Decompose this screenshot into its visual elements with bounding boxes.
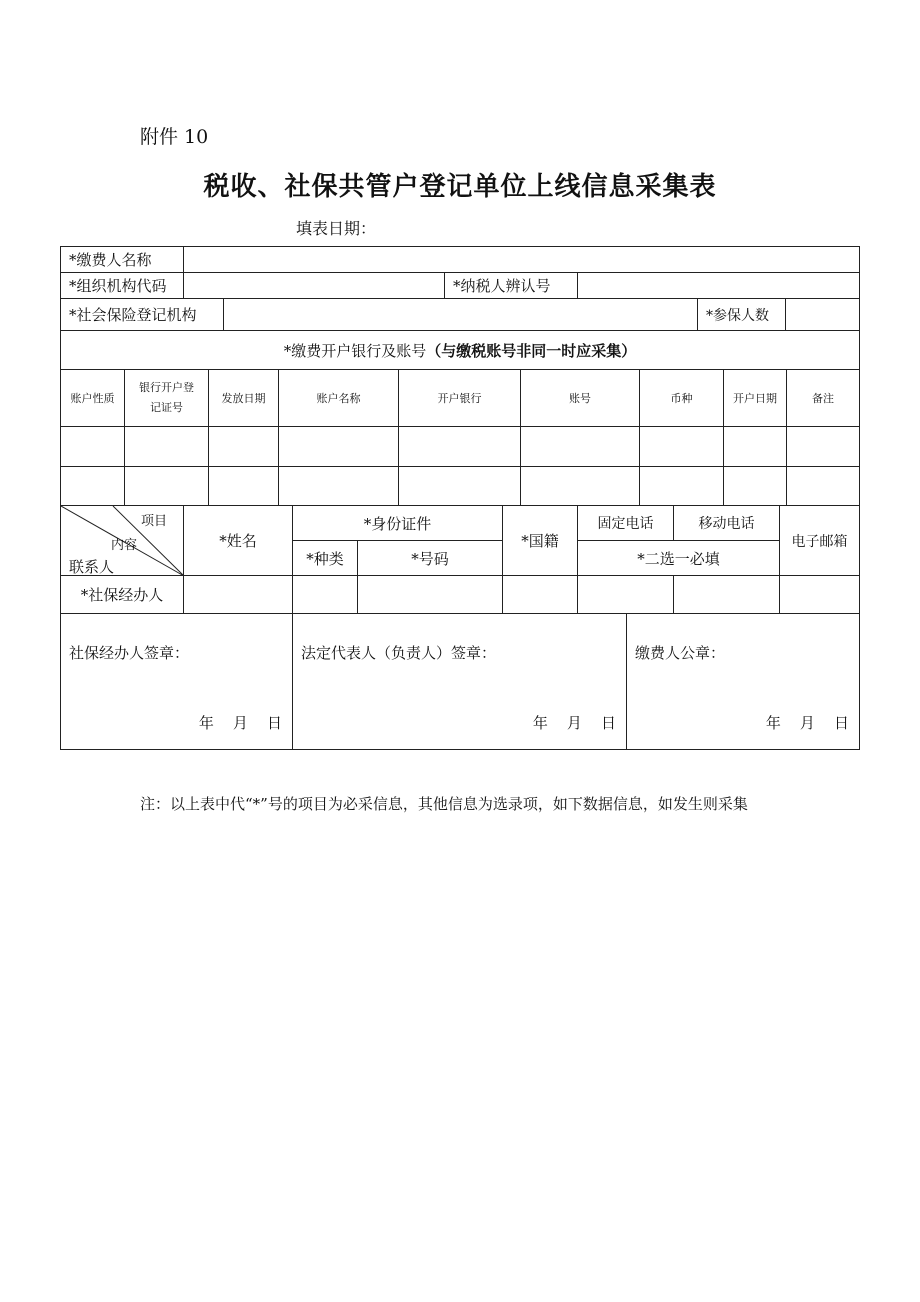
diag-content-label: 内容 [111, 538, 138, 553]
bank-row2-cell[interactable] [639, 466, 724, 506]
si-agency-label: *社会保险登记机构 [60, 298, 224, 331]
col-issue-date: 发放日期 [208, 369, 279, 427]
org-code-label: *组织机构代码 [60, 272, 184, 299]
either-one-required: *二选一必填 [577, 540, 780, 576]
bank-row1-cell[interactable] [639, 426, 724, 467]
handler-signature-date: 年 月 日 [198, 714, 282, 732]
bank-row2-cell[interactable] [60, 466, 125, 506]
bank-row2-cell[interactable] [520, 466, 640, 506]
bank-row1-cell[interactable] [278, 426, 399, 467]
col-open-date: 开户日期 [723, 369, 787, 427]
si-handler-id-type-field[interactable] [292, 575, 358, 614]
col-bank: 开户银行 [398, 369, 521, 427]
payer-name-field[interactable] [183, 246, 860, 273]
col-bank-reg-no: 银行开户登记证号 [124, 369, 209, 427]
bank-section-title-note: （与缴税账号非同一时应采集） [426, 341, 637, 360]
insured-count-field[interactable] [785, 298, 860, 331]
si-handler-landline-field[interactable] [577, 575, 674, 614]
bank-row1-cell[interactable] [723, 426, 787, 467]
fill-date-label: 填表日期： [296, 219, 377, 238]
si-handler-nationality-field[interactable] [502, 575, 578, 614]
diag-item-label: 项目 [141, 514, 168, 529]
bank-row1-cell[interactable] [124, 426, 209, 467]
legal-rep-signature-label: 法定代表人（负责人）签章： [301, 644, 497, 662]
id-number-header: *号码 [357, 540, 503, 576]
si-handler-mobile-field[interactable] [673, 575, 780, 614]
bank-row1-cell[interactable] [398, 426, 521, 467]
payer-seal-box[interactable] [626, 613, 860, 750]
bank-section-title [60, 330, 860, 370]
bank-row2-cell[interactable] [208, 466, 279, 506]
si-handler-id-number-field[interactable] [357, 575, 503, 614]
contact-diagonal-header [60, 505, 184, 576]
col-remarks: 备注 [786, 369, 860, 427]
taxpayer-id-label: *纳税人辨认号 [444, 272, 578, 299]
bank-section-title-main: *缴费开户银行及账号 [283, 341, 427, 360]
nationality-header: *国籍 [502, 505, 578, 576]
bank-row2-cell[interactable] [278, 466, 399, 506]
col-account-type: 账户性质 [60, 369, 125, 427]
si-handler-label: *社保经办人 [60, 575, 184, 614]
attachment-number: 附件 10 [140, 126, 209, 148]
bank-row1-cell[interactable] [520, 426, 640, 467]
legal-rep-signature-box[interactable] [292, 613, 627, 750]
id-doc-header: *身份证件 [292, 505, 503, 541]
email-header: 电子邮箱 [779, 505, 860, 576]
diag-contact-label: 联系人 [69, 558, 115, 576]
footnote: 注：以上表中代“*”号的项目为必采信息，其他信息为选录项，如下数据信息，如发生则采集 [140, 795, 748, 813]
bank-row1-cell[interactable] [208, 426, 279, 467]
form-title: 税收、社保共管户登记单位上线信息采集表 [203, 172, 717, 202]
bank-row1-cell[interactable] [786, 426, 860, 467]
mobile-header: 移动电话 [673, 505, 780, 541]
handler-signature-label: 社保经办人签章： [69, 644, 190, 662]
insured-count-label: *参保人数 [697, 298, 786, 331]
org-code-field[interactable] [183, 272, 445, 299]
id-type-header: *种类 [292, 540, 358, 576]
bank-row2-cell[interactable] [124, 466, 209, 506]
col-account-name: 账户名称 [278, 369, 399, 427]
taxpayer-id-field[interactable] [577, 272, 860, 299]
legal-rep-signature-date: 年 月 日 [532, 714, 616, 732]
landline-header: 固定电话 [577, 505, 674, 541]
contact-name-header: *姓名 [183, 505, 293, 576]
bank-row2-cell[interactable] [786, 466, 860, 506]
bank-row2-cell[interactable] [398, 466, 521, 506]
handler-signature-box[interactable] [60, 613, 293, 750]
bank-row1-cell[interactable] [60, 426, 125, 467]
col-account-no: 账号 [520, 369, 640, 427]
si-handler-name-field[interactable] [183, 575, 293, 614]
bank-row2-cell[interactable] [723, 466, 787, 506]
si-agency-field[interactable] [223, 298, 698, 331]
si-handler-email-field[interactable] [779, 575, 860, 614]
payer-name-label: *缴费人名称 [60, 246, 184, 273]
col-currency: 币种 [639, 369, 724, 427]
payer-seal-label: 缴费人公章： [635, 644, 726, 662]
payer-seal-date: 年 月 日 [765, 714, 849, 732]
